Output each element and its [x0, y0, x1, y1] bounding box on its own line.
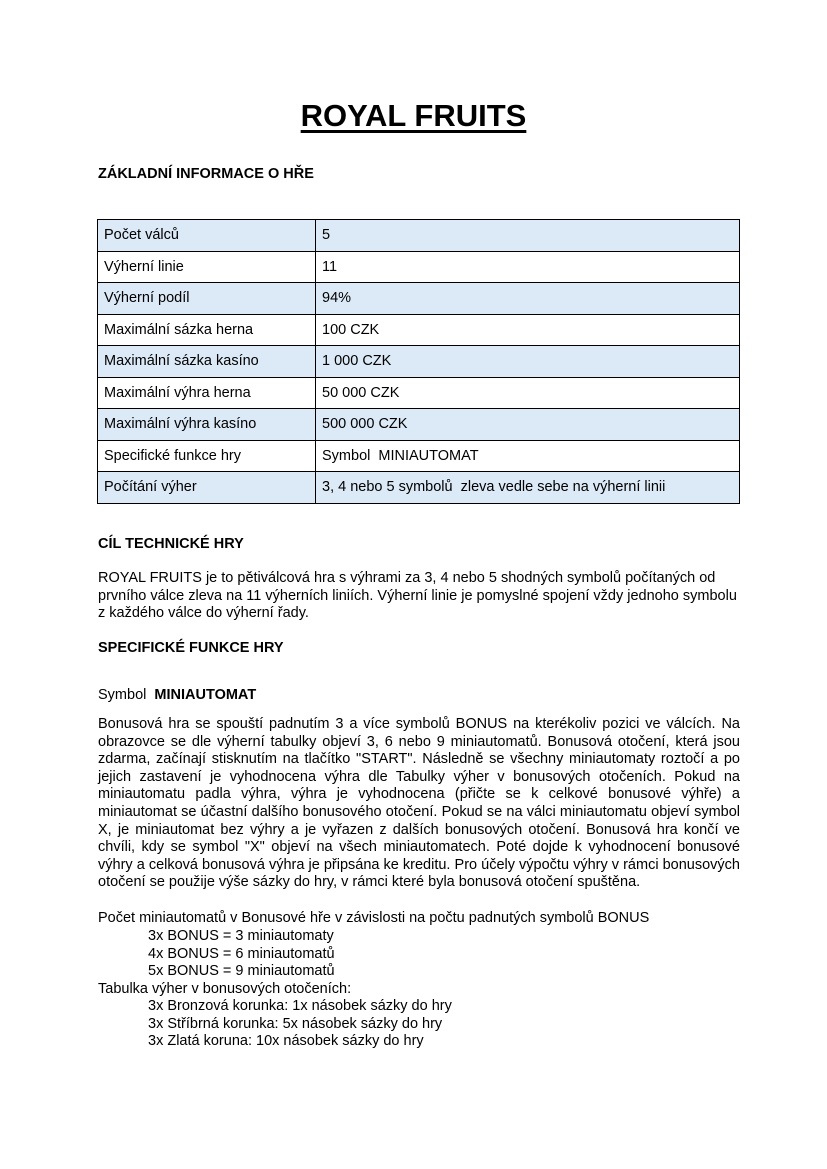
feature-description: Bonusová hra se spouští padnutím 3 a více symbolů BONUS na kterékoliv pozici ve válcích. Na obrazovce se dle výherní tabulky objeví 3, 6 nebo 9 miniautomatů. Bonusová otočení, která jsou zdarma, začínají stisknutím na tlačítko "START". Následně se všechny miniautomaty roztočí a po jejich zastavení je vyhodnocena výhra dle Tabulky výher v bonusových otočeních. Pokud na miniautomatu padla výhra, výhra je vyhodnocena (přičte se k celkové bonusové výhře) a miniautomat se účastní dalšího bonusového otočení. Pokud se na válci miniautomatu objeví symbol X, je miniautomat bez výhry a je vyřazen z dalších bonusových otočení. Bonusová hra končí ve chvíli, kdy se symbol "X" objeví na všech miniautomatech. Poté dojde k vyhodnocení bonusové výhry a celková bonusová výhra je připsána ke kreditu. Pro účely výpočtu výhry v rámci bonusových otočení se použije výše sázky do hry, v rámci které byla bonusová otočení spuštěna. — [98, 716, 740, 891]
section-heading-basic-info: ZÁKLADNÍ INFORMACE O HŘE — [98, 166, 314, 182]
table-cell-value: 500 000 CZK — [316, 409, 740, 441]
table-cell-value: 100 CZK — [316, 314, 740, 346]
table-cell-value: 1 000 CZK — [316, 346, 740, 378]
symbol-name: MINIAUTOMAT — [154, 687, 257, 703]
table-cell-label: Počet válců — [98, 220, 316, 252]
paytable-heading: Tabulka výher v bonusových otočeních: — [98, 980, 352, 997]
table-cell-value: 5 — [316, 220, 740, 252]
table-cell-label: Specifické funkce hry — [98, 440, 316, 472]
count-item: 5x BONUS = 9 miniautomatů — [148, 963, 335, 979]
section-heading-goal: CÍL TECHNICKÉ HRY — [98, 536, 244, 552]
paytable-item: 3x Bronzová korunka: 1x násobek sázky do hry — [148, 998, 452, 1014]
table-cell-label: Maximální sázka herna — [98, 314, 316, 346]
table-cell-value: Symbol MINIAUTOMAT — [316, 440, 740, 472]
table-cell-label: Maximální sázka kasíno — [98, 346, 316, 378]
table-row — [98, 251, 740, 283]
table-cell-label: Počítání výher — [98, 472, 316, 504]
table-cell-label: Maximální výhra kasíno — [98, 409, 316, 441]
table-row — [98, 283, 740, 315]
table-row — [98, 314, 740, 346]
table-cell-value: 3, 4 nebo 5 symbolů zleva vedle sebe na výherní linii — [316, 472, 740, 504]
table-cell-label: Výherní podíl — [98, 283, 316, 315]
paytable-item: 3x Zlatá koruna: 10x násobek sázky do hry — [148, 1033, 424, 1049]
count-heading: Počet miniautomatů v Bonusové hře v závislosti na počtu padnutých symbolů BONUS — [98, 910, 650, 926]
game-info-table — [97, 219, 740, 504]
table-row — [98, 440, 740, 472]
count-item: 3x BONUS = 3 miniautomaty — [148, 928, 334, 944]
table-cell-value: 50 000 CZK — [316, 377, 740, 409]
table-row — [98, 472, 740, 504]
table-row — [98, 377, 740, 409]
document-title: ROYAL FRUITS — [300, 98, 527, 133]
table-cell-value: 11 — [316, 251, 740, 283]
count-item: 4x BONUS = 6 miniautomatů — [148, 945, 335, 962]
table-cell-label: Výherní linie — [98, 251, 316, 283]
symbol-prefix: Symbol — [98, 687, 147, 703]
table-row — [98, 220, 740, 252]
paytable-item: 3x Stříbrná korunka: 5x násobek sázky do hry — [148, 1015, 443, 1032]
goal-paragraph: ROYAL FRUITS je to pětiválcová hra s výhrami za 3, 4 nebo 5 shodných symbolů počítaných od prvního válce zleva na 11 výherních liniích. Výherní linie je pomyslné spojení vždy jednoho symbolu z každého válce do výherní řady. — [98, 570, 737, 622]
table-row — [98, 346, 740, 378]
table-row — [98, 409, 740, 441]
symbol-heading — [98, 687, 740, 705]
table-cell-label: Maximální výhra herna — [98, 377, 316, 409]
section-heading-features: SPECIFICKÉ FUNKCE HRY — [98, 640, 284, 656]
table-cell-value: 94% — [316, 283, 740, 315]
